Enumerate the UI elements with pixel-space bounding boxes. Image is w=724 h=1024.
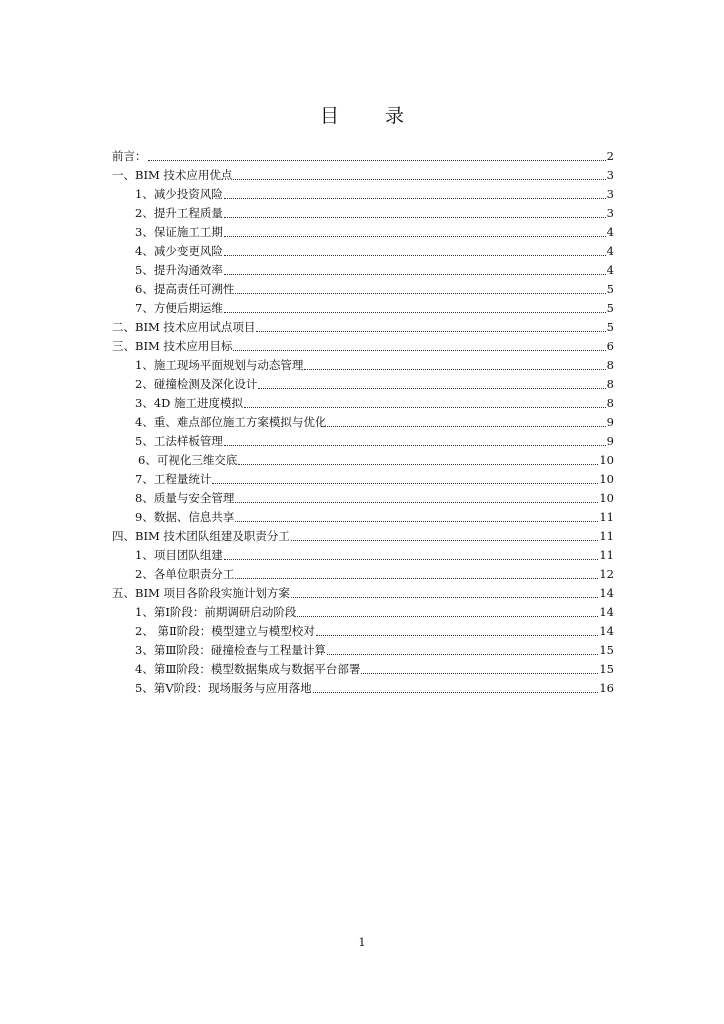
toc-dot-leader [224,559,599,560]
toc-dot-leader [235,502,598,503]
toc-dot-leader [327,426,605,427]
toc-entry-label: 2、 第Ⅱ阶段：模型建立与模型校对 [135,624,315,638]
toc-subsection-entry[interactable] [112,641,614,660]
toc-subsection-entry[interactable] [112,565,614,584]
toc-subsection-entry[interactable] [112,679,614,698]
toc-entry-page: 11 [599,548,614,562]
toc-entry-label: 4、重、难点部位施工方案模拟与优化 [135,415,327,429]
toc-subsection-entry[interactable] [112,660,614,679]
toc-entry-page: 6 [606,339,614,353]
toc-entry-label: 一、BIM 技术应用优点 [112,168,233,182]
toc-entry-label: 8、质量与安全管理 [135,491,235,505]
toc-subsection-entry[interactable] [112,375,614,394]
toc-subsection-entry[interactable] [112,432,614,451]
toc-subsection-entry[interactable] [112,242,614,261]
toc-dot-leader [224,255,606,256]
toc-dot-leader [361,673,598,674]
toc-entry-page: 8 [606,358,614,372]
toc-entry-page: 4 [606,225,614,239]
toc-dot-leader [235,293,605,294]
toc-entry-label: 五、BIM 项目各阶段实施计划方案 [112,586,290,600]
toc-subsection-entry[interactable] [112,280,614,299]
toc-entry-page: 5 [606,282,614,296]
toc-entry-page: 3 [606,187,614,201]
toc-entry-label: 三、BIM 技术应用目标 [112,339,233,353]
toc-entry-label: 4、第Ⅲ阶段：模型数据集成与数据平台部署 [135,662,361,676]
toc-entry-page: 11 [599,529,614,543]
toc-entry-label: 1、第Ⅰ阶段：前期调研启动阶段 [135,605,297,619]
toc-entry-page: 3 [606,206,614,220]
toc-entry-label: 5、工法样板管理 [135,434,223,448]
toc-dot-leader [297,616,598,617]
toc-section-entry[interactable] [112,337,614,356]
toc-entry-label: 5、提升沟通效率 [135,263,223,277]
toc-subsection-entry[interactable] [112,413,614,432]
toc-subsection-entry[interactable] [112,394,614,413]
toc-subsection-entry[interactable] [112,489,614,508]
toc-dot-leader [291,597,598,598]
toc-entry-label: 5、第Ⅴ阶段：现场服务与应用落地 [135,681,312,695]
toc-dot-leader [291,540,598,541]
toc-entry-label: 2、碰撞检测及深化设计 [135,377,258,391]
toc-entry-page: 5 [606,301,614,315]
toc-entry-label: 3、保证施工工期 [135,225,223,239]
toc-dot-leader [224,198,606,199]
toc-entry-label: 4、减少变更风险 [135,244,223,258]
toc-entry-page: 8 [606,396,614,410]
toc-entry-label: 3、4D 施工进度模拟 [135,396,244,410]
toc-dot-leader [258,388,605,389]
toc-dot-leader [313,692,599,693]
toc-subsection-entry[interactable] [112,470,614,489]
toc-entry-page: 5 [606,320,614,334]
toc-entry-label: 四、BIM 技术团队组建及职责分工 [112,529,290,543]
toc-entry-page: 15 [599,662,614,676]
toc-dot-leader [256,331,605,332]
toc-subsection-entry[interactable] [112,299,614,318]
toc-entry-page: 14 [599,605,614,619]
toc-dot-leader [212,483,598,484]
toc-dot-leader [244,407,606,408]
toc-subsection-entry[interactable] [112,261,614,280]
toc-dot-leader [148,160,606,161]
toc-entry-page: 3 [606,168,614,182]
toc-entry-label: 1、施工现场平面规划与动态管理 [135,358,304,372]
toc-dot-leader [235,521,598,522]
toc-entry-label: 1、项目团队组建 [135,548,223,562]
toc-subsection-entry[interactable] [112,546,614,565]
toc-entry-page: 15 [599,643,614,657]
toc-subsection-entry[interactable] [112,451,614,470]
toc-entry-page: 2 [606,149,614,163]
toc-section-entry[interactable] [112,166,614,185]
toc-dot-leader [224,445,606,446]
toc-subsection-entry[interactable] [112,603,614,622]
toc-dot-leader [316,635,599,636]
toc-entry-label: 2、提升工程质量 [135,206,223,220]
toc-section-entry[interactable] [112,584,614,603]
toc-entry-label: 9、数据、信息共享 [135,510,235,524]
toc-entry-page: 14 [599,624,614,638]
toc-dot-leader [327,654,598,655]
toc-dot-leader [304,369,605,370]
toc-entry-page: 10 [599,491,614,505]
toc-entry-page: 10 [599,453,614,467]
toc-entry-page: 9 [606,415,614,429]
toc-subsection-entry[interactable] [112,223,614,242]
toc-dot-leader [224,274,606,275]
toc-entry-label: 二、BIM 技术应用试点项目 [112,320,256,334]
toc-entry-page: 11 [599,510,614,524]
toc-subsection-entry[interactable] [112,185,614,204]
toc-entry-page: 14 [599,586,614,600]
toc-dot-leader [238,464,598,465]
toc-dot-leader [235,578,598,579]
toc-section-entry[interactable] [112,318,614,337]
toc-entry-label: 前言： [112,149,147,163]
toc-dot-leader [224,312,606,313]
toc-entry-page: 10 [599,472,614,486]
toc-subsection-entry[interactable] [112,356,614,375]
toc-subsection-entry[interactable] [112,622,614,641]
toc-dot-leader [224,236,606,237]
toc-dot-leader [233,179,605,180]
toc-entry-label: 3、第Ⅲ阶段：碰撞检查与工程量计算 [135,643,326,657]
toc-subsection-entry[interactable] [112,204,614,223]
toc-section-entry[interactable] [112,147,614,166]
toc-entry-page: 4 [606,263,614,277]
toc-dot-leader [224,217,606,218]
toc-entry-label: 2、各单位职责分工 [135,567,235,581]
toc-entry-page: 16 [599,681,614,695]
table-of-contents [112,147,614,698]
page-number: 1 [358,936,366,949]
toc-entry-page: 9 [606,434,614,448]
toc-dot-leader [233,350,605,351]
toc-entry-label: 6、提高责任可溯性 [135,282,235,296]
toc-entry-page: 12 [599,567,614,581]
toc-subsection-entry[interactable] [112,508,614,527]
toc-entry-label: 7、方便后期运维 [135,301,223,315]
page-title: 目 录 [319,105,425,127]
toc-entry-label: 6、可视化三维交底 [138,453,238,467]
toc-entry-label: 1、减少投资风险 [135,187,223,201]
toc-entry-page: 8 [606,377,614,391]
toc-entry-page: 4 [606,244,614,258]
toc-section-entry[interactable] [112,527,614,546]
toc-entry-label: 7、工程量统计 [135,472,212,486]
